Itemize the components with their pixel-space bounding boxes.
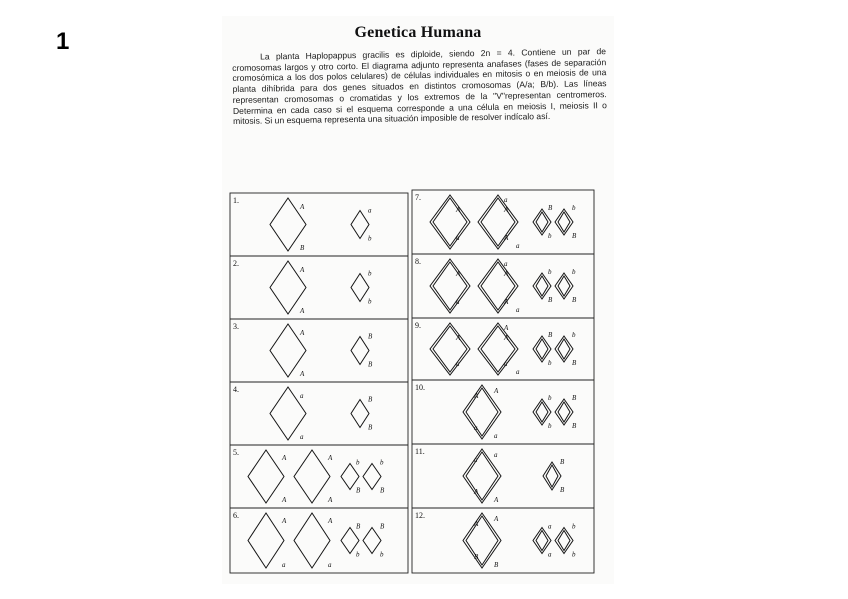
- short-chromosome-diamond: [555, 273, 573, 299]
- slide-number: 1: [56, 28, 70, 55]
- allele-label: A: [504, 324, 509, 332]
- short-chromosome-diamond: [351, 211, 369, 239]
- allele-label: A: [300, 266, 305, 274]
- allele-label: A: [504, 298, 509, 306]
- allele-label: a: [548, 550, 552, 559]
- cell-number: 3.: [233, 322, 239, 331]
- allele-label: B: [300, 244, 305, 252]
- long-chromosome-diamond: [430, 323, 470, 375]
- cell-number: 2.: [233, 259, 239, 268]
- allele-label: b: [356, 550, 360, 559]
- allele-label: b: [368, 234, 372, 243]
- allele-label: B: [368, 332, 373, 341]
- allele-label: A: [474, 392, 479, 400]
- allele-label: A: [282, 454, 287, 462]
- allele-label: B: [560, 486, 565, 494]
- allele-label: B: [572, 232, 577, 240]
- short-chromosome-diamond: [555, 336, 573, 362]
- diagram-cell-11: [415, 447, 565, 504]
- cell-number: 9.: [415, 321, 421, 330]
- short-chromosome-diamond: [351, 400, 369, 428]
- allele-label: B: [368, 423, 373, 432]
- allele-label: b: [548, 422, 552, 430]
- allele-label: b: [572, 204, 576, 212]
- short-chromosome-diamond: [555, 209, 573, 235]
- allele-label: b: [548, 268, 552, 276]
- allele-label: a: [504, 260, 508, 268]
- allele-label: B: [548, 331, 553, 339]
- long-chromosome-diamond: [430, 259, 470, 313]
- diagram-cell-12: [415, 511, 576, 569]
- allele-label: a: [504, 360, 508, 368]
- allele-label: b: [572, 550, 576, 559]
- allele-label: A: [328, 517, 333, 525]
- allele-label: A: [456, 270, 461, 278]
- grid-lines: [230, 190, 594, 573]
- allele-label: B: [356, 522, 361, 531]
- allele-label: b: [356, 458, 360, 467]
- allele-label: A: [504, 270, 509, 278]
- allele-label: A: [504, 234, 509, 242]
- allele-label: A: [300, 329, 305, 337]
- document-title: Genetica Humana: [354, 24, 482, 41]
- diagram-cell-2: [233, 259, 372, 315]
- long-chromosome-diamond: [248, 450, 284, 503]
- short-chromosome-diamond: [351, 274, 369, 302]
- left-column-frame: [230, 193, 408, 573]
- allele-label: B: [548, 204, 553, 212]
- cell-number: 10.: [415, 383, 425, 392]
- cell-number: 7.: [415, 193, 421, 202]
- allele-label: A: [300, 203, 305, 211]
- allele-label: a: [474, 424, 478, 432]
- allele-label: A: [456, 334, 461, 342]
- anaphase-diagram-grid: [222, 16, 614, 584]
- allele-label: a: [456, 360, 460, 368]
- allele-label: A: [494, 515, 499, 523]
- allele-label: a: [516, 242, 520, 250]
- allele-label: B: [380, 486, 385, 495]
- diagram-cell-8: [415, 257, 577, 314]
- cell-number: 6.: [233, 511, 239, 520]
- allele-label: b: [548, 394, 552, 402]
- long-chromosome-diamond: [294, 450, 330, 503]
- short-chromosome-diamond: [363, 528, 381, 554]
- allele-label: A: [282, 517, 287, 525]
- allele-label: A: [456, 206, 461, 214]
- allele-label: B: [572, 394, 577, 402]
- allele-label: A: [328, 454, 333, 462]
- allele-label: b: [548, 232, 552, 240]
- allele-label: A: [494, 496, 499, 504]
- allele-label: a: [548, 522, 552, 531]
- allele-label: b: [380, 458, 384, 467]
- short-chromosome-diamond: [363, 464, 381, 490]
- diagram-cell-7: [415, 193, 577, 250]
- short-chromosome-diamond: [555, 399, 573, 425]
- short-chromosome-diamond: [555, 528, 573, 554]
- diagram-cell-9: [415, 321, 577, 376]
- diagram-cell-10: [415, 383, 577, 440]
- allele-label: B: [560, 458, 565, 466]
- allele-label: a: [494, 432, 498, 440]
- allele-label: a: [456, 234, 460, 242]
- diagram-cell-3: [233, 322, 373, 378]
- allele-label: B: [572, 296, 577, 304]
- allele-label: A: [474, 520, 479, 528]
- allele-label: a: [474, 456, 478, 464]
- short-chromosome-diamond: [543, 462, 561, 490]
- long-chromosome-diamond: [478, 195, 518, 249]
- allele-label: B: [356, 486, 361, 495]
- scanned-worksheet: [222, 16, 614, 584]
- allele-label: b: [368, 297, 372, 306]
- long-chromosome-diamond: [248, 513, 284, 568]
- cell-number: 1.: [233, 196, 239, 205]
- allele-label: a: [282, 561, 286, 569]
- allele-label: b: [548, 359, 552, 367]
- allele-label: a: [516, 368, 520, 376]
- diagram-cell-5: [233, 448, 385, 504]
- allele-label: a: [494, 451, 498, 459]
- allele-label: B: [548, 296, 553, 304]
- allele-label: b: [572, 331, 576, 339]
- allele-label: A: [504, 334, 509, 342]
- long-chromosome-diamond: [294, 513, 330, 568]
- allele-label: A: [282, 496, 287, 504]
- allele-label: a: [328, 561, 332, 569]
- allele-label: B: [368, 360, 373, 369]
- long-chromosome-diamond: [478, 323, 518, 375]
- cell-number: 11.: [415, 447, 425, 456]
- allele-label: A: [300, 370, 305, 378]
- cell-number: 8.: [415, 257, 421, 266]
- allele-label: A: [300, 307, 305, 315]
- long-chromosome-diamond: [478, 259, 518, 313]
- allele-label: B: [494, 561, 499, 569]
- allele-label: b: [368, 269, 372, 278]
- diagram-cell-1: [233, 196, 372, 252]
- diagram-cell-4: [233, 385, 373, 441]
- allele-label: B: [474, 553, 479, 561]
- allele-label: B: [572, 422, 577, 430]
- allele-label: a: [368, 206, 372, 215]
- diagram-cell-6: [233, 511, 385, 569]
- right-column-frame: [412, 190, 594, 573]
- allele-label: A: [494, 387, 499, 395]
- allele-label: a: [300, 433, 304, 441]
- allele-label: b: [572, 268, 576, 276]
- allele-label: A: [474, 488, 479, 496]
- document-body-text: La planta Haplopappus gracilis es diploide, siendo 2n = 4. Contiene un par de cromosomas largos y otro corto. El diagrama adjunto representa anafases (fases de separación cromosómica a los dos polos celulares) de células individuales en mitosis o en meiosis de una planta dihíbrida para dos genes situados en distintos cromosomas (A/a; B/b). Las líneas representan cromosomas o cromatidas y los extremos de la "V"representan centromeros. Determina en cada caso si el esquema corresponde a una célula en meiosis I, meiosis II o mitosis. Si un esquema representa una situación imposible de resolver indícalo así.: [232, 46, 607, 127]
- allele-label: A: [504, 206, 509, 214]
- long-chromosome-diamond: [430, 195, 470, 249]
- short-chromosome-diamond: [351, 337, 369, 365]
- allele-label: B: [380, 522, 385, 531]
- allele-label: a: [456, 298, 460, 306]
- allele-label: B: [368, 395, 373, 404]
- allele-label: a: [300, 392, 304, 400]
- allele-label: b: [572, 522, 576, 531]
- allele-label: b: [380, 550, 384, 559]
- cell-number: 12.: [415, 511, 425, 520]
- allele-label: A: [328, 496, 333, 504]
- cell-number: 4.: [233, 385, 239, 394]
- allele-label: a: [516, 306, 520, 314]
- cell-number: 5.: [233, 448, 239, 457]
- allele-label: a: [504, 196, 508, 204]
- allele-label: B: [572, 359, 577, 367]
